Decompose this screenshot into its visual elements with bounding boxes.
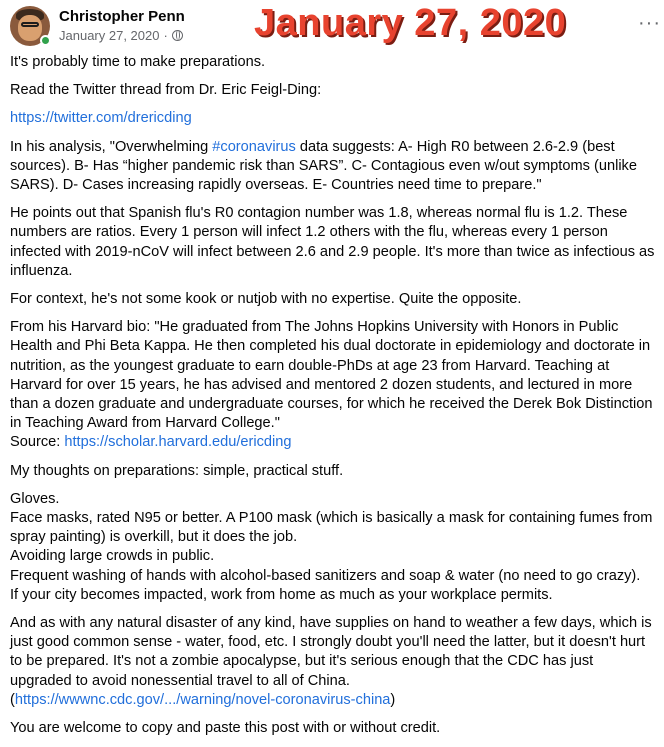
- list-line: If your city becomes impacted, work from home as much as your workplace permits.: [10, 586, 553, 603]
- paragraph: Read the Twitter thread from Dr. Eric Feigl-Ding:: [10, 82, 322, 99]
- list-line: Face masks, rated N95 or better. A P100 mask (which is basically a mask for containing fumes from spray painting) is overkill, but it does the job.: [10, 510, 653, 546]
- paragraph: My thoughts on preparations: simple, practical stuff.: [10, 462, 344, 479]
- globe-icon[interactable]: [172, 30, 183, 41]
- post-date[interactable]: January 27, 2020: [59, 28, 160, 43]
- paragraph: It's probably time to make preparations.: [10, 54, 266, 70]
- cdc-link[interactable]: https://wwwnc.cdc.gov/.../warning/novel-coronavirus-china: [14, 691, 391, 708]
- list-line: Gloves.: [10, 490, 60, 507]
- date-separator: ·: [163, 28, 168, 43]
- paragraph: He points out that Spanish flu's R0 contagion number was 1.8, whereas normal flu is 1.2. These numbers are ratios. Every 1 person will infect 1.2 others with the flu, whereas every 1 person infected with 2019-nCoV will infect between 2.6 and 2.9 people. It's more than twice as infectious as influenza.: [10, 205, 655, 279]
- paragraph: [10, 109, 658, 128]
- paragraph: You are welcome to copy and paste this post with or without credit.: [10, 720, 441, 737]
- paragraph: For context, he's not some kook or nutjob with no expertise. Quite the opposite.: [10, 291, 522, 308]
- harvard-link[interactable]: https://scholar.harvard.edu/ericding: [64, 434, 292, 451]
- list-line: Frequent washing of hands with alcohol-based sanitizers and soap & water (no need to go crazy).: [10, 567, 641, 584]
- paragraph: From his Harvard bio: "He graduated from The Johns Hopkins University with Honors in Public Health and Phi Beta Kappa. He then completed his dual doctorate in epidemiology and doctorate in nutrition, as the youngest graduate to earn double-PhDs at age 23 from Harvard. Teaching at Harvard for over 15 years, he has advised and mentored 2 dozen students, and lectured in more than a dozen graduate and undergraduate courses, for which he received the Derek Bok Distinction in Teaching Award from Harvard College." Source: https://scholar.harvard.edu/ericding: [10, 319, 653, 451]
- more-options-icon[interactable]: ···: [638, 12, 661, 34]
- post-meta: [59, 28, 183, 43]
- hashtag-link[interactable]: #coronavirus: [212, 138, 296, 155]
- online-status-dot: [40, 35, 51, 46]
- paragraph: In his analysis, "Overwhelming #coronavirus data suggests: A- High R0 between 2.6-2.9 (best sources). B- Has “higher pandemic risk than SARS”. C- Contagious even w/out symptoms (unlike SARS). D- Cases increasing rapidly overseas. E- Countries need time to prepare.": [10, 138, 637, 194]
- post-body: [10, 53, 658, 747]
- paragraph: And as with any natural disaster of any kind, have supplies on hand to weather a few days, which is just good common sense - water, food, etc. I strongly doubt you'll need the latter, but it doesn't hurt to be prepared. It's not a zombie apocalypse, but it's serious enough that the CDC has just upgraded to avoid nonessential travel to all of China. (https://wwwnc.cdc.gov/.../warning/novel-coronavirus-china): [10, 615, 652, 708]
- preparation-list: [10, 490, 658, 605]
- list-line: Avoiding large crowds in public.: [10, 548, 215, 565]
- overlay-date-title: January 27, 2020: [254, 2, 567, 44]
- twitter-link[interactable]: https://twitter.com/drericding: [10, 110, 192, 127]
- author-name[interactable]: Christopher Penn: [59, 8, 185, 25]
